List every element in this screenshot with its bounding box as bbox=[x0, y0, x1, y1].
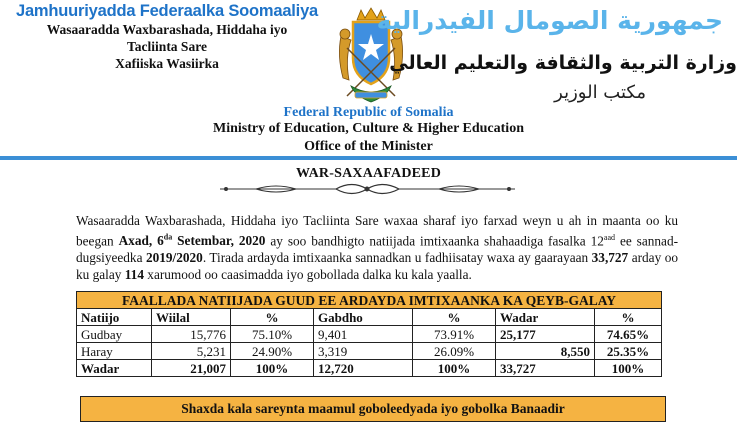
body-text: ee sannad-dugsiyeedka bbox=[76, 233, 679, 266]
cell: 3,319 bbox=[314, 343, 413, 360]
header-gabdho: Gabdho bbox=[314, 309, 413, 326]
table-header-row bbox=[77, 309, 662, 326]
body-text: arday oo ku galay bbox=[76, 250, 678, 283]
ornament-divider-icon bbox=[216, 181, 519, 197]
cell: 5,231 bbox=[152, 343, 231, 360]
header-percent: % bbox=[413, 309, 496, 326]
cell: 8,550 bbox=[496, 343, 595, 360]
english-header bbox=[0, 105, 737, 156]
arabic-ministry: وزارة التربية والثقافة والتعليم العالي bbox=[389, 52, 737, 74]
cell: 9,401 bbox=[314, 326, 413, 343]
row-label: Haray bbox=[77, 343, 152, 360]
body-date-end: Setembar, 2020 bbox=[172, 233, 266, 249]
table-row bbox=[77, 326, 662, 343]
header-percent: % bbox=[231, 309, 314, 326]
somali-country-title: Jamhuuriyadda Federaalka Soomaaliya bbox=[15, 2, 319, 20]
press-release-body bbox=[76, 212, 678, 283]
body-date-suffix: da bbox=[163, 233, 173, 242]
body-text: xarumood oo caasimadda iyo gobollada dalka ku kala yaalla. bbox=[143, 267, 472, 283]
body-centers: 114 bbox=[124, 267, 144, 283]
cell: 12,720 bbox=[314, 360, 413, 377]
cell: 75.10% bbox=[231, 326, 314, 343]
cell: 74.65% bbox=[595, 326, 662, 343]
results-table-caption: FAALLADA NATIIJADA GUUD EE ARDAYDA IMTIXAANKA KA QEYB-GALAY bbox=[77, 292, 662, 309]
header-percent: % bbox=[595, 309, 662, 326]
row-label: Wadar bbox=[77, 360, 152, 377]
press-release-title: WAR-SAXAAFADEED bbox=[295, 166, 442, 181]
cell: 25.35% bbox=[595, 343, 662, 360]
body-text: Wasaaradda Waxbarashada, Hiddaha iyo Tacliinta Sare waxaa sharaf iyo farxad weyn u ah in maanta oo ku beegan bbox=[76, 213, 678, 249]
somali-ministry-line-2: Tacliinta Sare bbox=[127, 39, 207, 54]
cell: 73.91% bbox=[413, 326, 496, 343]
english-office: Office of the Minister bbox=[304, 139, 433, 154]
arabic-country-title: جمهورية الصومال الفيدرالية bbox=[376, 6, 723, 35]
table-row bbox=[77, 343, 662, 360]
english-country: Federal Republic of Somalia bbox=[283, 105, 454, 120]
cell: 100% bbox=[595, 360, 662, 377]
header-divider bbox=[0, 156, 737, 160]
header-wadar: Wadar bbox=[496, 309, 595, 326]
cell: 33,727 bbox=[496, 360, 595, 377]
english-ministry: Ministry of Education, Culture & Higher Education bbox=[212, 121, 524, 136]
cell: 21,007 bbox=[152, 360, 231, 377]
somali-header bbox=[2, 2, 332, 72]
results-table bbox=[76, 291, 662, 377]
row-label: Gudbay bbox=[77, 326, 152, 343]
body-text: . Tirada ardayda imtixaanka sannadkan u fadhiisatay waxa ay gaarayaan bbox=[202, 250, 592, 266]
somali-office: Xafiiska Wasiirka bbox=[115, 56, 219, 71]
cell: 15,776 bbox=[152, 326, 231, 343]
body-grade-suffix: aad bbox=[603, 233, 616, 242]
header-natiijo: Natiijo bbox=[77, 309, 152, 326]
body-total-students: 33,727 bbox=[591, 250, 629, 266]
table-total-row bbox=[77, 360, 662, 377]
cell: 26.09% bbox=[413, 343, 496, 360]
somali-ministry-line-1: Wasaaradda Waxbarashada, Hiddaha iyo bbox=[46, 22, 288, 37]
cell: 100% bbox=[231, 360, 314, 377]
header-wiilal: Wiilal bbox=[152, 309, 231, 326]
body-text: ay soo bandhigto natiijada imtixaanka shahaadiga fasalka 12 bbox=[265, 233, 604, 249]
cell: 25,177 bbox=[496, 326, 595, 343]
regional-ranking-caption: Shaxda kala sareynta maamul goboleedyada iyo gobolka Banaadir bbox=[80, 396, 666, 422]
arabic-office: مكتب الوزير bbox=[554, 82, 646, 103]
cell: 24.90% bbox=[231, 343, 314, 360]
body-date: Axad, 6 bbox=[118, 233, 164, 249]
body-year: 2019/2020 bbox=[145, 250, 203, 266]
cell: 100% bbox=[413, 360, 496, 377]
